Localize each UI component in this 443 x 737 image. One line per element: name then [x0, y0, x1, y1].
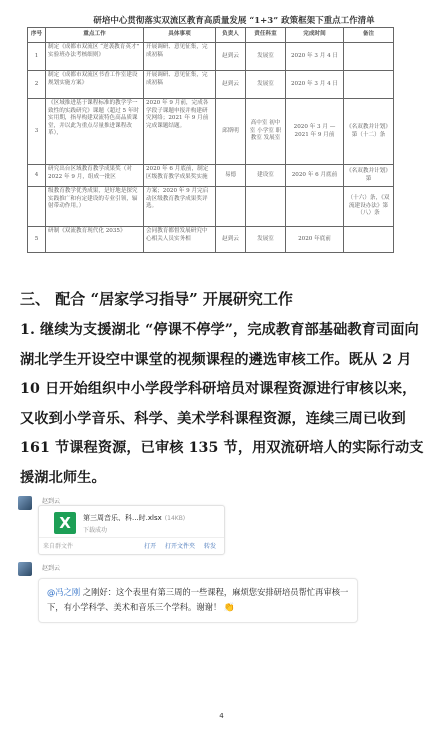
sender-name: 赵到云 — [42, 565, 61, 572]
forward-button[interactable]: 转发 — [203, 543, 216, 550]
cell-detail: 方案；2020 年 9 月完启动区级教育教学成果奖评选。 — [144, 187, 216, 227]
clap-emoji-icon: 👏 — [223, 603, 236, 613]
excel-file-icon: X — [54, 512, 76, 534]
cell-no: 5 — [28, 227, 46, 253]
cell-task: 《区域推进基于课程标准的教学学一致性的实践研究》课题（超过 5 年时实用期，指导构建双流特色高品质课堂，并以此为重点尽量推进课程改革）， — [46, 99, 144, 165]
cell-detail: 开展调研、意见征集，完成初稿 — [144, 71, 216, 99]
cell-task: 研究出台区域教育教学成果奖（对 2022 年 9 月，组成一批区 — [46, 165, 144, 187]
cell-time: 2020 年 3 月 4 日 — [286, 71, 344, 99]
cell-no: 3 — [28, 99, 46, 165]
header-cell: 责任科室 — [246, 28, 286, 43]
cell-owner: 赵到云 — [216, 71, 246, 99]
cell-dept: 高中室 初中室 小学室 职教室 发展室 — [246, 99, 286, 165]
message-bubble[interactable] — [38, 578, 358, 623]
cell-owner: 赵到云 — [216, 227, 246, 253]
cell-note — [344, 71, 394, 99]
avatar[interactable] — [18, 562, 32, 576]
cell-no: 2 — [28, 71, 46, 99]
work-list-table — [27, 27, 394, 253]
table-row — [28, 165, 394, 187]
cell-note: （十六）条，《双流建设办法》第（八）条 — [344, 187, 394, 227]
cell-no: 1 — [28, 43, 46, 71]
cell-task: 制定《成都市双流区 “逆袭教育英才” 实验班办法考核细则》 — [46, 43, 144, 71]
cell-task: 研制《双流教育现代化 2035》 — [46, 227, 144, 253]
cell-note — [344, 43, 394, 71]
cell-dept: 建设室 — [246, 165, 286, 187]
table-header-row — [28, 28, 394, 43]
cell-detail: 会同教育都督发展研究中心相关人员实务相 — [144, 227, 216, 253]
file-source: 来自群文件 — [43, 543, 74, 550]
cell-time: 2020 年 3 月 —2021 年 9 月前 — [286, 99, 344, 165]
mention-link[interactable]: @冯之刚 — [47, 587, 81, 597]
file-size: (14KB) — [164, 515, 186, 522]
cell-owner — [216, 187, 246, 227]
file-actions — [137, 541, 216, 550]
header-cell: 备注 — [344, 28, 394, 43]
cell-owner: 易德 — [216, 165, 246, 187]
section-heading: 三、 配合 “居家学习指导” 开展研究工作 — [20, 290, 293, 308]
message-text: 之刚好：这个表里有第三周的一些课程，麻烦您安排研培员帮忙再审核一下，有小学科学、美术和音乐三个学科。谢谢！ — [47, 587, 349, 612]
sender-name: 赵到云 — [42, 498, 61, 505]
cell-time: 2020 年 3 月 4 日 — [286, 43, 344, 71]
table-row — [28, 187, 394, 227]
open-folder-button[interactable]: 打开文件夹 — [165, 543, 196, 550]
cell-dept: 发展室 — [246, 227, 286, 253]
cell-time — [286, 187, 344, 227]
cell-detail: 2020 年 9 月前，完成各学段子课题申报并构建研究网络；2021 年 9 月前完成课题结题。 — [144, 99, 216, 165]
document-title: 研培中心贯彻落实双流区教育高质量发展 “1+3” 政策框架下重点工作清单 — [93, 16, 375, 26]
table-row — [28, 227, 394, 253]
page-number: 4 — [219, 712, 224, 720]
cell-owner: 赵到云 — [216, 43, 246, 71]
avatar[interactable] — [18, 496, 32, 510]
cell-detail: 2020 年 6 月底前，制定区级教育教学成果奖实施 — [144, 165, 216, 187]
cell-task: 制定《成都市双流区书香工作室建设规划实施方案》 — [46, 71, 144, 99]
file-name: 第三周音乐、科...时.xlsx (14KB) — [83, 514, 186, 522]
cell-owner: 邱斯明 — [216, 99, 246, 165]
table-row — [28, 99, 394, 165]
header-cell: 序号 — [28, 28, 46, 43]
divider — [39, 537, 224, 538]
chat-screenshot — [18, 496, 358, 613]
header-cell: 具体事项 — [144, 28, 216, 43]
cell-time: 2020 年 6 月底前 — [286, 165, 344, 187]
header-cell: 负责人 — [216, 28, 246, 43]
cell-no: 4 — [28, 165, 46, 187]
cell-note: 《名双教并计划》第 — [344, 165, 394, 187]
file-card[interactable] — [38, 505, 225, 555]
table-row — [28, 71, 394, 99]
cell-detail: 开展调研、意见征集，完成初稿 — [144, 43, 216, 71]
cell-dept: 发展室 — [246, 43, 286, 71]
header-cell: 完成时间 — [286, 28, 344, 43]
header-cell: 重点工作 — [46, 28, 144, 43]
cell-no — [28, 187, 46, 227]
cell-task: 级教育教学优秀成果，是好地是探究实践推广和有定建设的专业引领，辐射带动作用。） — [46, 187, 144, 227]
cell-dept — [246, 187, 286, 227]
cell-dept: 发展室 — [246, 71, 286, 99]
table-row — [28, 43, 394, 71]
download-status: 下载成功 — [83, 527, 108, 534]
cell-note: 《名双教并计划》第（十二）条 — [344, 99, 394, 165]
cell-note — [344, 227, 394, 253]
open-button[interactable]: 打开 — [144, 543, 157, 550]
body-paragraph: 1. 继续为支援湖北 “停课不停学”，完成教育部基础教育司面向湖北学生开设空中课堂的视频课程的遴选审核工作。既从 2 月 10 日开始组织中小学段学科研培员对课程资源进行审核以来，又收到小学音乐、科学、美术学科课程资源，连续三周已收到 161 节课程资源，已审核 135 节，用双流研培人的实际行动支援湖北师生。 — [20, 322, 424, 486]
cell-time: 2020 年底前 — [286, 227, 344, 253]
